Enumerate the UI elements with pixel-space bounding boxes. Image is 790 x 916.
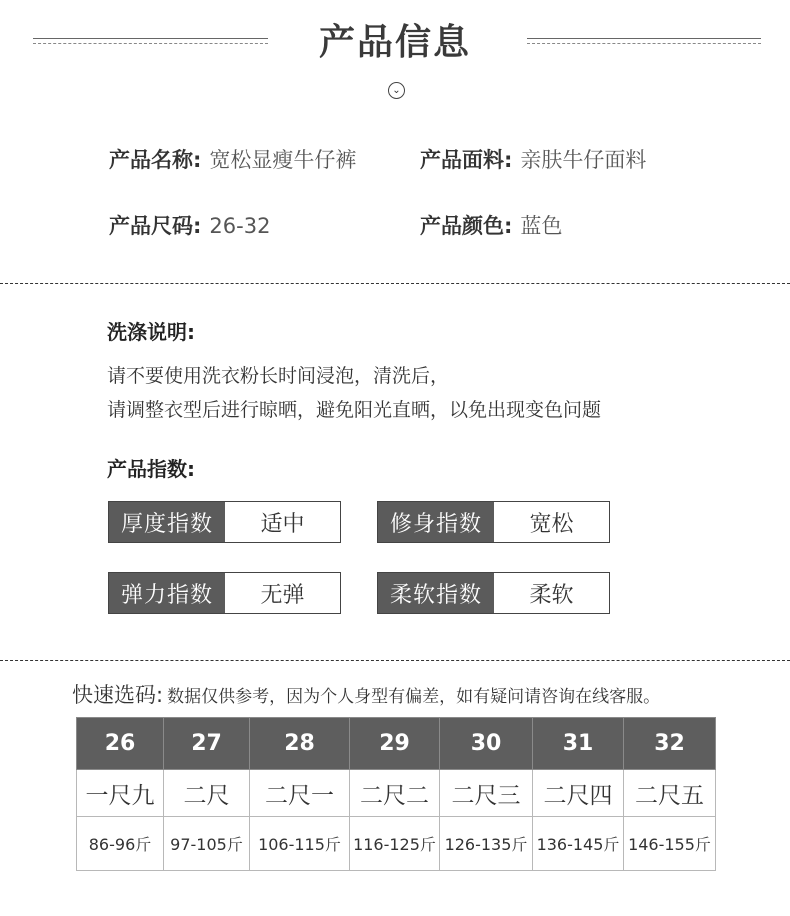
size-cell: 29 xyxy=(350,718,440,770)
index-softness xyxy=(377,572,610,614)
page-title: 产品信息 xyxy=(318,22,471,63)
index-heading: 产品指数: xyxy=(107,457,195,481)
size-row xyxy=(77,718,716,770)
info-name-label: 产品名称: xyxy=(109,148,202,172)
waist-cell: 二尺一 xyxy=(250,770,350,817)
info-size xyxy=(109,210,270,240)
info-color xyxy=(420,210,562,240)
waist-cell: 二尺 xyxy=(164,770,250,817)
weight-cell: 106-115斤 xyxy=(250,817,350,871)
size-cell: 31 xyxy=(533,718,624,770)
waist-cell: 一尺九 xyxy=(77,770,164,817)
washing-line-1: 请不要使用洗衣粉长时间浸泡，清洗后， xyxy=(107,365,450,387)
waist-cell: 二尺五 xyxy=(624,770,716,817)
washing-line-2: 请调整衣型后进行晾晒，避免阳光直晒，以免出现变色问题 xyxy=(107,399,602,421)
info-name xyxy=(109,144,356,174)
index-stretch-value: 无弹 xyxy=(225,573,340,613)
washing-heading: 洗涤说明: xyxy=(107,320,195,344)
size-chart-note: 数据仅供参考，因为个人身型有偏差，如有疑问请咨询在线客服。 xyxy=(167,687,661,707)
divider xyxy=(0,660,790,661)
weight-cell: 136-145斤 xyxy=(533,817,624,871)
divider xyxy=(0,283,790,284)
info-fabric-label: 产品面料: xyxy=(420,148,513,172)
waist-cell: 二尺三 xyxy=(440,770,533,817)
size-cell: 27 xyxy=(164,718,250,770)
size-cell: 30 xyxy=(440,718,533,770)
index-softness-label: 柔软指数 xyxy=(378,573,494,613)
info-size-value: 26-32 xyxy=(209,214,271,238)
index-thickness-label: 厚度指数 xyxy=(109,502,225,542)
size-cell: 26 xyxy=(77,718,164,770)
weight-cell: 116-125斤 xyxy=(350,817,440,871)
size-cell: 32 xyxy=(624,718,716,770)
waist-cell: 二尺四 xyxy=(533,770,624,817)
index-stretch-label: 弹力指数 xyxy=(109,573,225,613)
weight-cell: 86-96斤 xyxy=(77,817,164,871)
size-table xyxy=(76,717,716,871)
size-chart-title: 快速选码: xyxy=(72,683,164,707)
index-fit-value: 宽松 xyxy=(494,502,609,542)
index-stretch xyxy=(108,572,341,614)
index-thickness xyxy=(108,501,341,543)
weight-cell: 126-135斤 xyxy=(440,817,533,871)
index-thickness-value: 适中 xyxy=(225,502,340,542)
waist-cell: 二尺二 xyxy=(350,770,440,817)
weight-cell: 146-155斤 xyxy=(624,817,716,871)
index-softness-value: 柔软 xyxy=(494,573,609,613)
weight-row xyxy=(77,817,716,871)
size-chart-caption xyxy=(72,679,660,709)
chevron-down-circle-icon: ⌄ xyxy=(388,82,405,99)
index-fit-label: 修身指数 xyxy=(378,502,494,542)
info-name-value: 宽松显瘦牛仔裤 xyxy=(209,148,357,172)
waist-row xyxy=(77,770,716,817)
size-cell: 28 xyxy=(250,718,350,770)
info-fabric-value: 亲肤牛仔面料 xyxy=(520,148,647,172)
info-color-label: 产品颜色: xyxy=(420,214,513,238)
index-fit xyxy=(377,501,610,543)
weight-cell: 97-105斤 xyxy=(164,817,250,871)
info-size-label: 产品尺码: xyxy=(109,214,202,238)
info-color-value: 蓝色 xyxy=(520,214,563,238)
info-fabric xyxy=(420,144,646,174)
title-rule-right xyxy=(527,38,761,44)
